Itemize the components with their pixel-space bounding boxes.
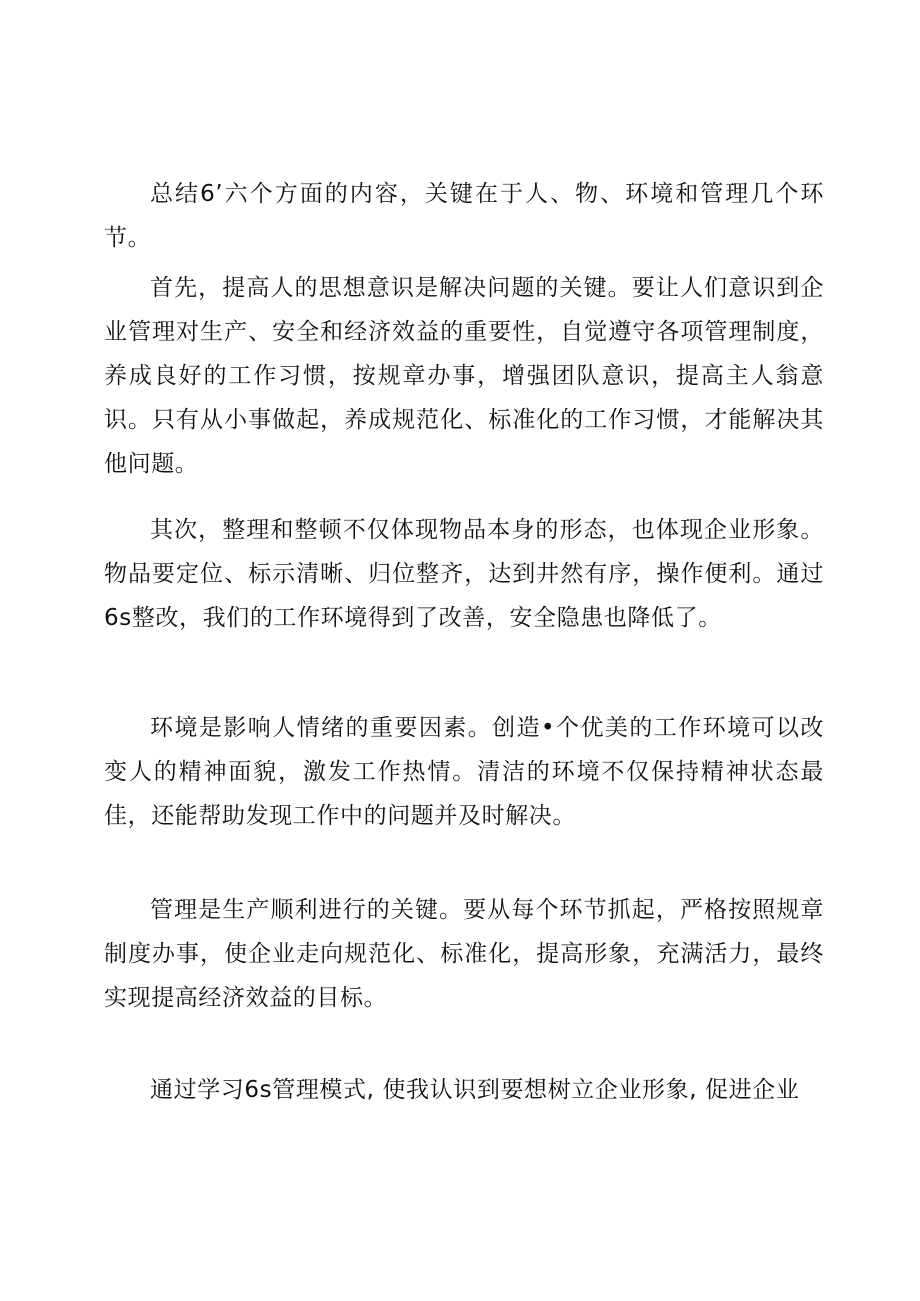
paragraph-objects: 其次，整理和整顿不仅体现物品本身的形态，也体现企业形象。物品要定位、标示清晰、归位整齐，达到井然有序，操作便利。通过6s整改，我们的工作环境得到了改善，安全隐患也降低了。 [104, 517, 824, 631]
paragraph-people: 首先，提高人的思想意识是解决问题的关键。要让人们意识到企业管理对生产、安全和经济效益的重要性，自觉遵守各项管理制度，养成良好的工作习惯，按规章办事，增强团队意识，提高主人翁意识。只有从小事做起，养成规范化、标准化的工作习惯，才能解决其他问题。 [104, 275, 824, 477]
paragraph-summary: 总结6’六个方面的内容，关键在于人、物、环境和管理几个环节。 [104, 181, 824, 251]
paragraph-environment: 环境是影响人情绪的重要因素。创造•个优美的工作环境可以改变人的精神面貌，激发工作热情。清洁的环境不仅保持精神状态最佳，还能帮助发现工作中的问题并及时解决。 [104, 715, 824, 829]
paragraph-management: 管理是生产顺利进行的关键。要从每个环节抓起，严格按照规章制度办事，使企业走向规范化、标准化，提高形象，充满活力，最终实现提高经济效益的目标。 [104, 897, 824, 1011]
paragraph-conclusion: 通过学习6s管理模式, 使我认识到要想树立企业形象, 促进企业 [150, 1077, 800, 1103]
